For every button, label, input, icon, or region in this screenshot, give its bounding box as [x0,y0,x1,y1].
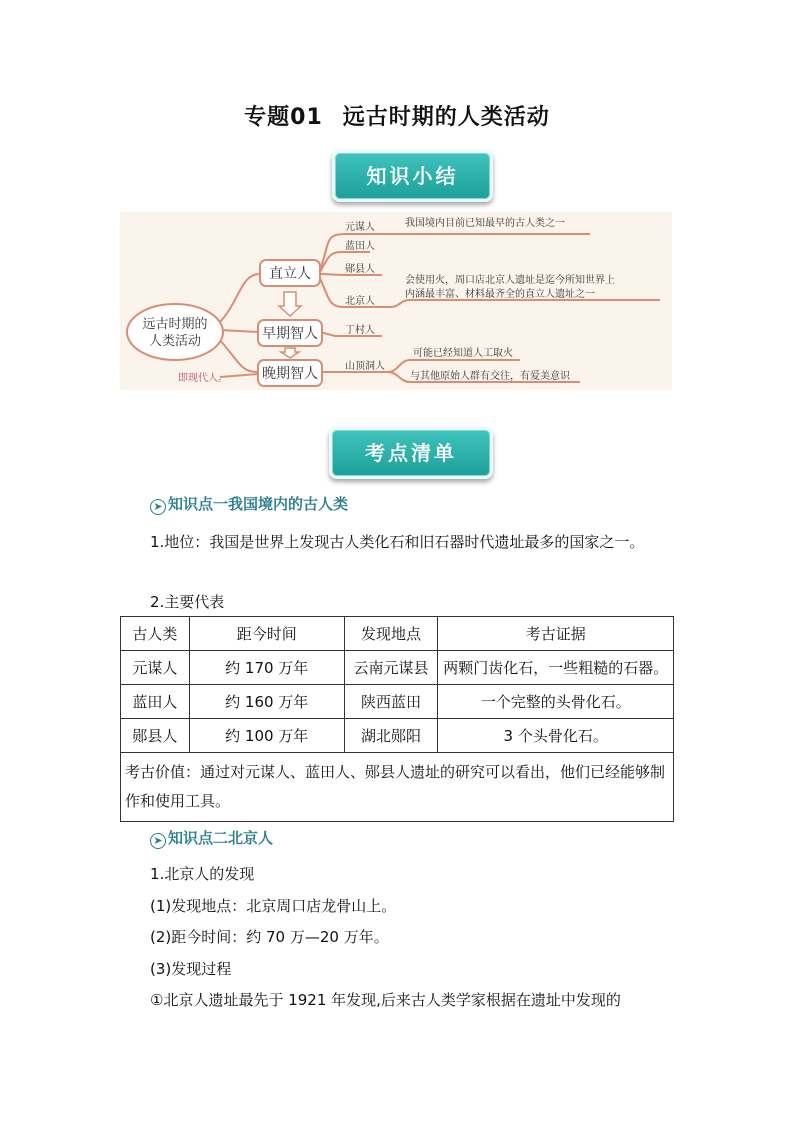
table-row [121,685,674,719]
section2-heading-text: 知识点二北京人 [168,829,274,847]
mind-map [120,212,672,390]
table-cell: 3 个头骨化石。 [438,719,674,753]
table-row [121,719,674,753]
section1-p2: 2.主要代表 [150,593,225,611]
table-row [121,651,674,685]
note-yuanmou: 我国境内目前已知最早的古人类之一 [405,218,565,229]
table-cell: 云南元谋县 [344,651,438,685]
root-node [127,304,223,360]
note-beijing-1: 会使用火，周口店北京人遗址是迄今所知世界上 [405,275,615,286]
table-cell: 蓝田人 [121,685,190,719]
root-label-2: 人类活动 [148,334,202,349]
table-footer-cell: 考古价值：通过对元谋人、蓝田人、郧县人遗址的研究可以看出，他们已经能够制作和使用工具。 [121,753,674,822]
note-shanding-1: 可能已经知道人工取火 [413,348,513,359]
connector-root-erectus [218,274,260,324]
stage-erectus: 直立人 [269,266,311,282]
topic-name: 远古时期的人类活动 [342,105,550,130]
table-cell: 约 100 万年 [189,719,344,753]
section2-heading [150,827,273,849]
stage-late: 晚期智人 [262,366,318,382]
arrow-down-icon [279,292,301,316]
root-label-1: 远古时期的 [142,317,208,332]
connector-root-late [218,338,258,372]
table-cell: 两颗门齿化石，一些粗糙的石器。 [438,651,674,685]
section2-line: (1)发现地点：北京周口店龙骨山上。 [150,897,397,915]
table-cell: 一个完整的头骨化石。 [438,685,674,719]
summary-banner: 知识小结 [332,150,493,202]
note-shanding-2: 与其他原始人群有交往，有爱美意识 [410,371,570,382]
note-beijing-2: 内涵最丰富、材料最齐全的直立人遗址之一 [405,289,595,300]
table-cell: 郧县人 [121,719,190,753]
connector-beijing-note [390,300,660,307]
table-header-cell: 距今时间 [189,617,344,651]
representatives-table [120,616,674,822]
person-beijing: 北京人 [345,296,375,307]
person-yunxian: 郧县人 [345,264,375,275]
section1-p1: 1.地位：我国是世界上发现古人类化石和旧石器时代遗址最多的国家之一。 [150,533,645,551]
topic-number: 专题01 [244,105,323,130]
table-cell: 湖北郧阳 [344,719,438,753]
section-arrow-icon: ➤ [150,499,166,515]
section1-heading-text: 知识点一我国境内的古人类 [168,495,349,513]
table-cell: 约 160 万年 [189,685,344,719]
table-cell: 约 170 万年 [189,651,344,685]
section1-heading [150,493,348,515]
person-shanding: 山顶洞人 [345,361,385,372]
table-header-cell: 考古证据 [438,617,674,651]
table-header-cell: 发现地点 [344,617,438,651]
table-cell: 元谋人 [121,651,190,685]
checklist-banner: 考点清单 [329,427,493,479]
page-title [0,100,794,131]
table-header-cell: 古人类 [121,617,190,651]
person-dingcun: 丁村人 [345,325,375,336]
section2-line: (3)发现过程 [150,960,232,978]
table-footer-row [121,753,674,822]
note-modern: 即现代人。 [178,373,228,384]
section2-line: ①北京人遗址最先于 1921 年发现,后来古人类学家根据在遗址中发现的 [150,991,621,1009]
section2-line: 1.北京人的发现 [150,865,255,883]
section-arrow-icon: ➤ [150,833,166,849]
person-yuanmou: 元谋人 [345,222,375,233]
mind-map-diagram [120,212,672,390]
connector-root-early [220,330,258,332]
table-cell: 陕西蓝田 [344,685,438,719]
arrow-down-icon [281,348,299,358]
table-header-row [121,617,674,651]
section2-line: (2)距今时间：约 70 万—20 万年。 [150,928,389,946]
person-lantian: 蓝田人 [345,241,375,252]
stage-early: 早期智人 [262,326,318,342]
